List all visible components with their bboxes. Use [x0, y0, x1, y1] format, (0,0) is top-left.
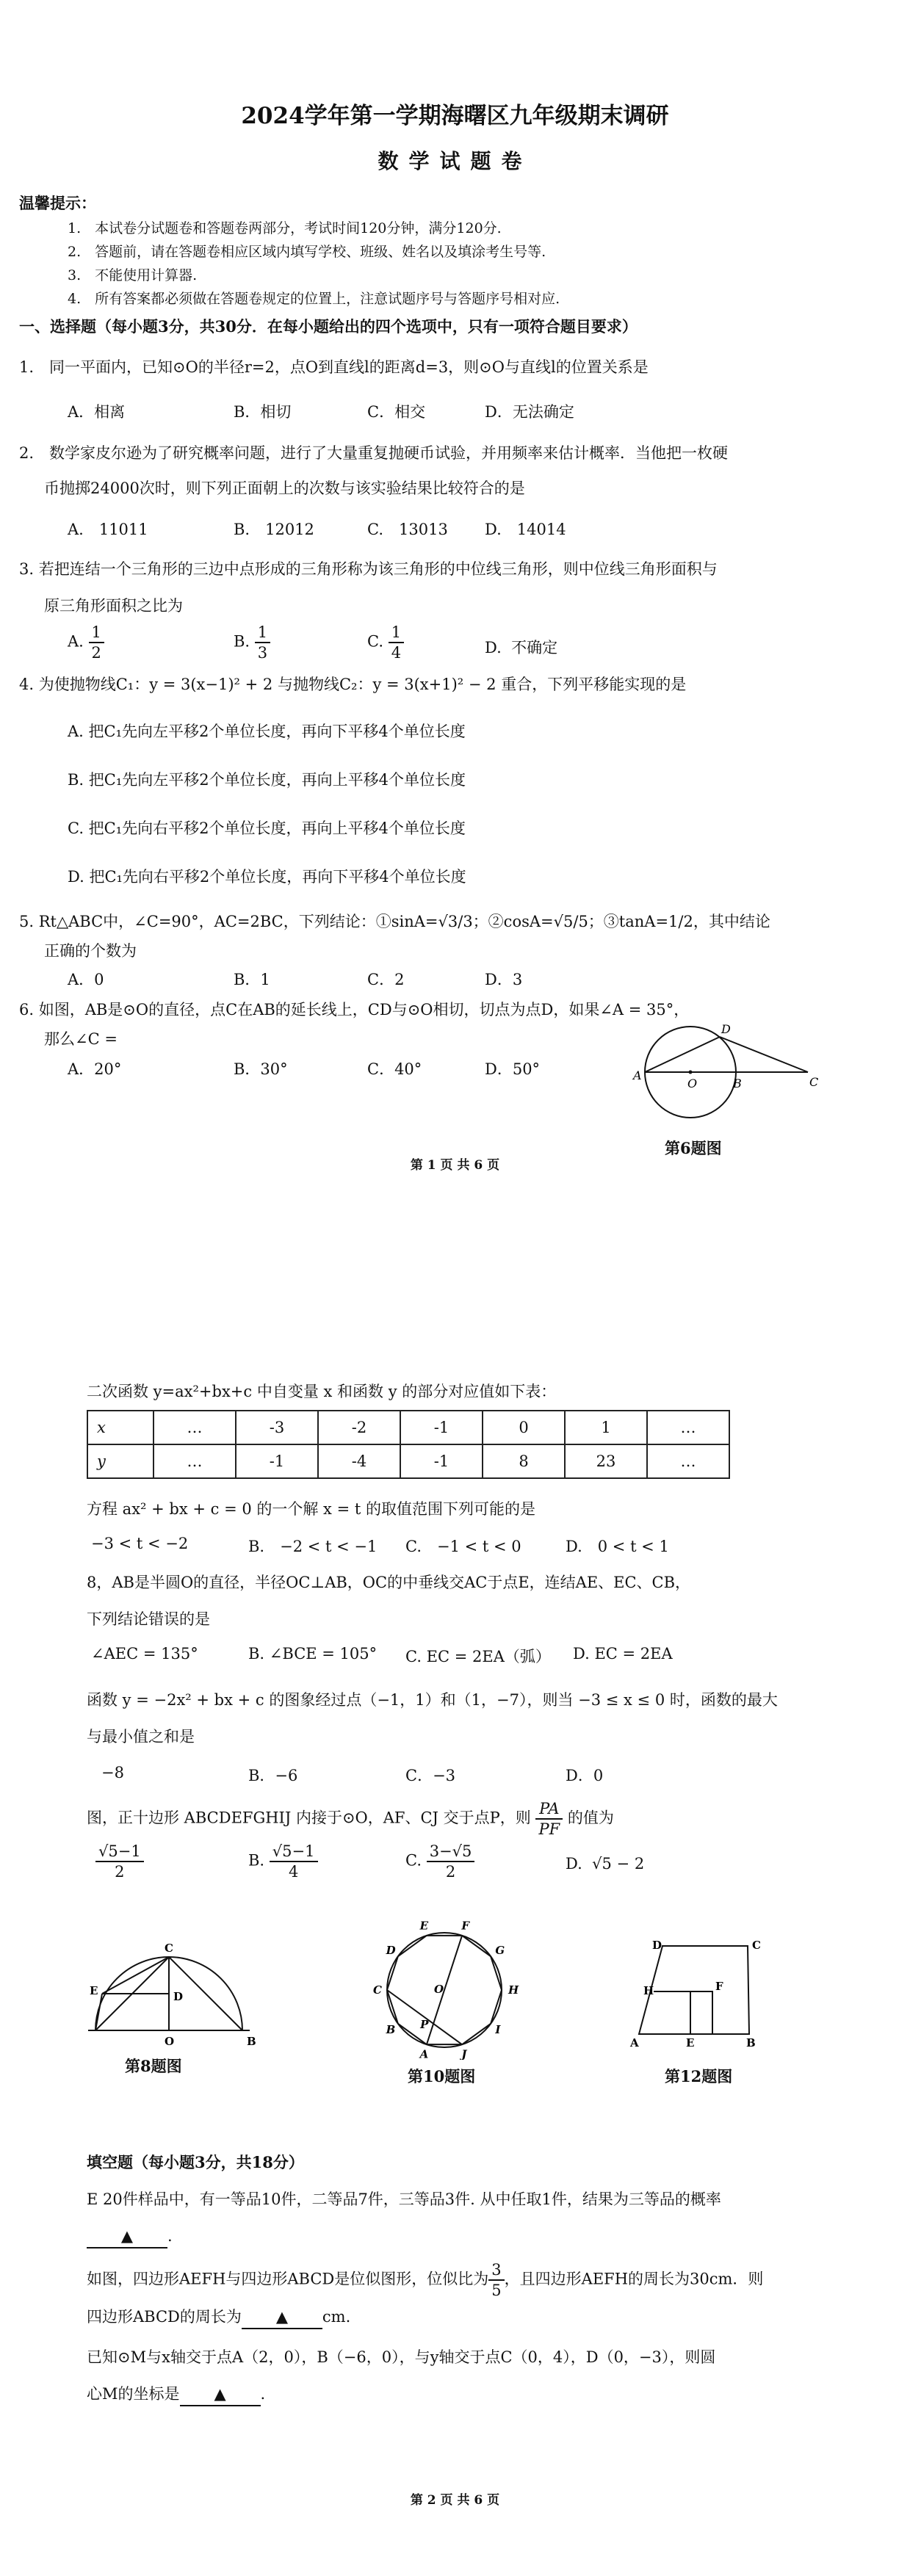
- label-c: C: [165, 1942, 173, 1955]
- q7-option-c: C. −1 < t < 0: [405, 1538, 521, 1555]
- table-cell: 8: [483, 1444, 565, 1478]
- label-f: F: [715, 1980, 723, 1993]
- q7-option-a: −3 < t < −2: [91, 1535, 189, 1552]
- label-d: D: [652, 1939, 662, 1952]
- q2-stem-line2: 币抛掷24000次时，则下列正面朝上的次数与该实验结果比较符合的是: [44, 480, 525, 497]
- table-row: [87, 1444, 729, 1478]
- quad-abcd: [639, 1946, 749, 2034]
- label-b: B: [733, 1077, 742, 1090]
- notice-item: 2. 答题前，请在答题卷相应区域内填写学校、班级、姓名以及填涂考生号等.: [68, 244, 546, 260]
- q10-option-c: C. $\frac{3-√5}{2}$: [405, 1842, 474, 1881]
- q9-option-b: B．−6: [248, 1767, 298, 1784]
- q10-stem: 图，正十边形 ABCDEFGHIJ 内接于⊙O，AF、CJ 交于点P，则 $\frac{PA}{PF}$ 的值为: [87, 1800, 614, 1838]
- fraction: $\frac{1}{3}$: [255, 623, 270, 662]
- q8-stem-line1: 8，AB是半圆O的直径，半径OC⊥AB，OC的中垂线交AC于点E，连结AE、EC、CB，: [87, 1574, 691, 1591]
- q9-stem-line1: 函数 y = −2x² + bx + c 的图象经过点（−1，1）和（1，−7），则当 −3 ≤ x ≤ 0 时，函数的最大: [87, 1691, 778, 1709]
- q5-stem-line1: 5. Rt△ABC中，∠C=90°，AC=2BC，下列结论：①sinA=√3/3；②cosA=√5/5；③tanA=1/2，其中结论: [19, 913, 770, 930]
- q10-option-b: B. $\frac{√5-1}{4}$: [248, 1842, 318, 1881]
- q11-blank: ▲ .: [87, 2225, 173, 2248]
- q5-stem-line2: 正确的个数为: [44, 942, 137, 960]
- table-header-x: x: [87, 1411, 154, 1444]
- q5-option-a: A．0: [68, 971, 104, 988]
- table-cell: …: [647, 1444, 729, 1478]
- label-o: O: [434, 1983, 444, 1996]
- figure-q12: [624, 1931, 771, 2049]
- figure-q12-caption: 第12题图: [665, 2067, 733, 2085]
- label-a: A: [419, 2047, 429, 2060]
- label-b: B: [247, 2035, 256, 2048]
- q1-option-c: C．相交: [367, 403, 426, 421]
- label-c: C: [809, 1075, 819, 1089]
- label-i: I: [495, 2023, 501, 2037]
- fraction: $\frac{3-√5}{2}$: [427, 1842, 475, 1881]
- q1-option-b: B．相切: [234, 403, 292, 421]
- q10-option-d: D. √5 − 2: [566, 1855, 645, 1873]
- label-a: A: [630, 2036, 639, 2049]
- q8-option-d: D. EC = 2EA: [573, 1645, 673, 1663]
- fraction: $\frac{1}{2}$: [89, 623, 104, 662]
- label-h: H: [508, 1983, 519, 1997]
- table-cell: -1: [400, 1444, 483, 1478]
- q3-stem-line2: 原三角形面积之比为: [44, 597, 183, 615]
- q2-option-c: C. 13013: [367, 521, 448, 538]
- fraction: $\frac{√5-1}{4}$: [270, 1842, 318, 1881]
- q6-stem-line2: 那么∠C =: [44, 1030, 118, 1048]
- q6-option-d: D．50°: [485, 1060, 541, 1078]
- notice-item: 1. 本试卷分试题卷和答题卷两部分，考试时间120分钟，满分120分.: [68, 220, 502, 236]
- figure-q8-caption: 第8题图: [125, 2057, 182, 2075]
- label-h: H: [643, 1984, 654, 1997]
- label-b: B: [386, 2023, 396, 2037]
- q8-option-b: B. ∠BCE = 105°: [248, 1645, 378, 1663]
- table-header-y: y: [87, 1444, 154, 1478]
- q9-option-d: D．0: [566, 1767, 604, 1784]
- q4-option-c: C. 把C₁先向右平移2个单位长度，再向上平移4个单位长度: [68, 820, 466, 837]
- q10-option-a: [95, 1842, 144, 1881]
- q9-option-c: C．−3: [405, 1767, 456, 1784]
- q1-option-d: D．无法确定: [485, 403, 574, 421]
- table-row: [87, 1411, 729, 1444]
- figure-q8: [81, 1939, 264, 2049]
- q13-stem-line1: 已知⊙M与x轴交于点A（2，0），B（−6，0），与y轴交于点C（0，4），D（0，−3），则圆: [87, 2348, 716, 2366]
- q3-stem-line1: 3. 若把连结一个三角形的三边中点形成的三角形称为该三角形的中位线三角形，则中位线三角形面积与: [19, 560, 718, 578]
- table-cell: 23: [565, 1444, 647, 1478]
- center-o: [689, 1071, 693, 1074]
- q2-stem-line1: 2. 数学家皮尔逊为了研究概率问题，进行了大量重复抛硬币试验，并用频率来估计概率．当他把一枚硬: [19, 444, 729, 462]
- label-e: E: [686, 2036, 695, 2049]
- exam-subtitle: 数学试题卷: [378, 149, 532, 173]
- q7-option-b: B. −2 < t < −1: [248, 1538, 378, 1555]
- q1-option-a: A．相离: [68, 403, 126, 421]
- label-j: J: [461, 2047, 467, 2060]
- q2-option-b: B. 12012: [234, 521, 314, 538]
- q3-option-c: C. $\frac{1}{4}$: [367, 623, 404, 662]
- q6-stem-line1: 6. 如图，AB是⊙O的直径，点C在AB的延长线上，CD与⊙O相切，切点为点D，如果∠A = 35°，: [19, 1001, 690, 1019]
- q7-stem-line2: 方程 ax² + bx + c = 0 的一个解 x = t 的取值范围下列可能的是: [87, 1500, 535, 1518]
- page1-footer: 第 1 页 共 6 页: [410, 1158, 500, 1173]
- q8-option-c: C. EC = 2EA（弧）: [405, 1648, 551, 1665]
- label-e: E: [90, 1984, 98, 1997]
- notice-heading: 温馨提示：: [19, 194, 96, 212]
- q1-stem: 1. 同一平面内，已知⊙O的半径r=2，点O到直线l的距离d=3，则⊙O与直线l的位置关系是: [19, 358, 649, 376]
- q7-stem: 二次函数 y=ax²+bx+c 中自变量 x 和函数 y 的部分对应值如下表：: [87, 1383, 557, 1400]
- q2-option-d: D. 14014: [485, 521, 566, 538]
- q3-option-d: D. 不确定: [485, 639, 558, 656]
- page2-footer: 第 2 页 共 6 页: [410, 2493, 500, 2508]
- exam-title: 2024学年第一学期海曙区九年级期末调研: [241, 103, 669, 129]
- label-d: D: [173, 1990, 184, 2003]
- label-o: O: [687, 1077, 698, 1090]
- table-cell: -2: [318, 1411, 400, 1444]
- table-cell: …: [154, 1411, 236, 1444]
- table-cell: -1: [400, 1411, 483, 1444]
- label-o: O: [165, 2035, 175, 2048]
- table-cell: -3: [236, 1411, 318, 1444]
- fraction: $\frac{√5-1}{2}$: [95, 1842, 144, 1881]
- q9-stem-line2: 与最小值之和是: [87, 1728, 195, 1745]
- section2-heading: 填空题（每小题3分，共18分）: [87, 2153, 304, 2171]
- line-af: [427, 1936, 462, 2044]
- table-cell: -4: [318, 1444, 400, 1478]
- fraction: $\frac{PA}{PF}$: [535, 1799, 563, 1839]
- q3-option-b: B. $\frac{1}{3}$: [234, 623, 270, 662]
- label-c: C: [373, 1983, 382, 1997]
- q12-stem-line2: 四边形ABCD的周长为 ▲ cm.: [87, 2306, 350, 2329]
- figure-q6-caption: 第6题图: [665, 1139, 722, 1157]
- q2-option-a: A. 11011: [68, 521, 148, 538]
- section1-heading: 一、选择题（每小题3分，共30分．在每小题给出的四个选项中，只有一项符合题目要求）: [19, 317, 638, 336]
- q7-option-d: D. 0 < t < 1: [566, 1538, 669, 1555]
- label-p: P: [420, 2017, 429, 2031]
- label-e: E: [419, 1920, 429, 1933]
- q4-option-b: B. 把C₁先向左平移2个单位长度，再向上平移4个单位长度: [68, 771, 466, 789]
- q13-stem-line2: 心M的坐标是 ▲ .: [87, 2383, 265, 2406]
- figure-q6: [617, 1024, 837, 1127]
- label-d: D: [721, 1024, 731, 1036]
- table-cell: -1: [236, 1444, 318, 1478]
- q5-option-b: B．1: [234, 971, 270, 988]
- fraction: $\frac{1}{4}$: [389, 623, 404, 662]
- q6-option-c: C．40°: [367, 1060, 422, 1078]
- quad-aefh: [654, 1991, 712, 2034]
- q3-option-a: A. $\frac{1}{2}$: [68, 623, 104, 662]
- figure-q10-caption: 第10题图: [408, 2067, 476, 2085]
- label-a: A: [633, 1068, 642, 1082]
- q5-option-d: D．3: [485, 971, 523, 988]
- notice-item: 3. 不能使用计算器.: [68, 267, 198, 283]
- table-cell: …: [647, 1411, 729, 1444]
- label-b: B: [746, 2036, 756, 2049]
- line-ec: [102, 1957, 169, 1994]
- q4-option-a: A. 把C₁先向左平移2个单位长度，再向下平移4个单位长度: [68, 723, 466, 740]
- label-f: F: [461, 1920, 470, 1933]
- q6-option-b: B．30°: [234, 1060, 288, 1078]
- label-c: C: [752, 1939, 761, 1952]
- label-g: G: [495, 1943, 505, 1957]
- label-d: D: [386, 1943, 396, 1957]
- q12-stem-line1: 如图，四边形AEFH与四边形ABCD是位似图形，位似比为 $\frac{3}{5}$ ，且四边形AEFH的周长为30cm．则: [87, 2261, 764, 2299]
- q8-stem-line2: 下列结论错误的是: [87, 1610, 210, 1628]
- notice-item: 4. 所有答案都必须做在答题卷规定的位置上，注意试题序号与答题序号相对应.: [68, 291, 560, 307]
- q9-option-a: −8: [101, 1764, 124, 1781]
- q4-option-d: D. 把C₁先向右平移2个单位长度，再向下平移4个单位长度: [68, 868, 466, 886]
- q11-stem: E 20件样品中，有一等品10件，二等品7件，三等品3件. 从中任取1件，结果为三等品的概率: [87, 2190, 721, 2208]
- q5-option-c: C．2: [367, 971, 405, 988]
- table-cell: …: [154, 1444, 236, 1478]
- q4-stem: 4. 为使抛物线C₁：y = 3(x−1)² + 2 与抛物线C₂：y = 3(x+1)² − 2 重合，下列平移能实现的是: [19, 676, 687, 693]
- fraction: $\frac{3}{5}$: [488, 2260, 504, 2300]
- q6-option-a: A．20°: [68, 1060, 122, 1078]
- figure-q10: [364, 1920, 532, 2060]
- value-table: [87, 1410, 730, 1479]
- table-cell: 1: [565, 1411, 647, 1444]
- table-cell: 0: [483, 1411, 565, 1444]
- q8-option-a: ∠AEC = 135°: [91, 1645, 198, 1663]
